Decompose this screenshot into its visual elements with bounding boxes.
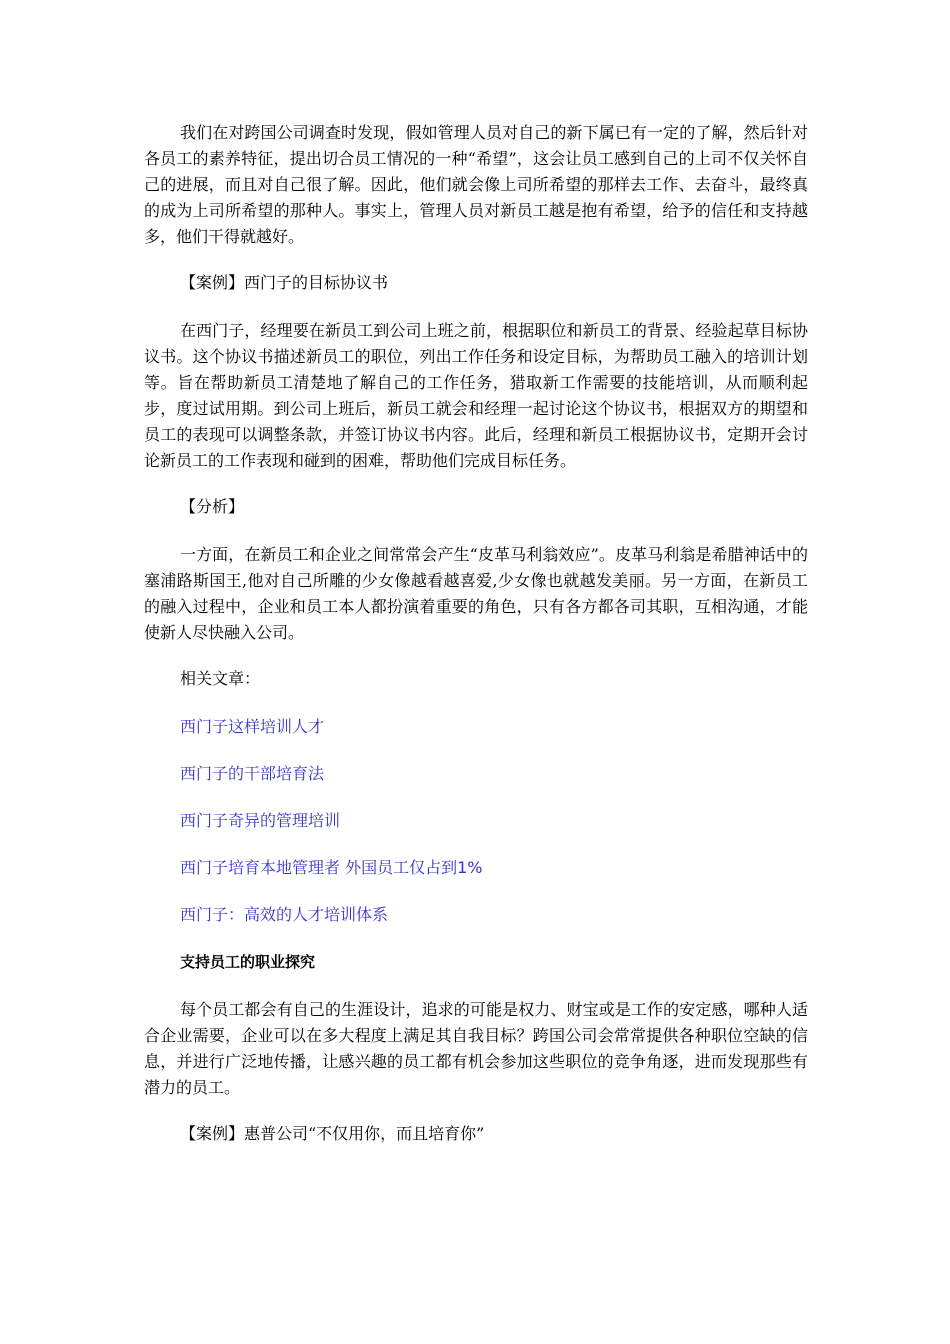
section-heading: 支持员工的职业探究 — [180, 953, 316, 971]
case-hp-title: 【案例】惠普公司“不仅用你，而且培育你” — [180, 1124, 485, 1143]
case-siemens-title: 【案例】西门子的目标协议书 — [180, 273, 389, 292]
related-link-cadre-cultivation[interactable]: 西门子的干部培育法 — [180, 764, 325, 783]
analysis-paragraph: 一方面，在新员工和企业之间常常会产生“皮革马利翁效应”。皮革马利翁是希腊神话中的塞浦路斯国王,他对自己所雕的少女像越看越喜爱,少女像也就越发美丽。另一方面，在新员工的融入过程中，企业和员工本人都扮演着重要的角色，只有各方都各司其职，互相沟通，才能使新人尽快融入公司。 — [144, 545, 808, 642]
related-link-local-managers[interactable]: 西门子培育本地管理者 外国员工仅占到1% — [180, 858, 483, 877]
list-item — [144, 902, 808, 928]
list-item — [144, 761, 808, 787]
intro-paragraph: 我们在对跨国公司调查时发现，假如管理人员对自己的新下属已有一定的了解，然后针对各员工的素养特征，提出切合员工情况的一种“希望”，这会让员工感到自己的上司不仅关怀自己的进展，而且对自己很了解。因此，他们就会像上司所希望的那样去工作、去奋斗，最终真的成为上司所希望的那种人。事实上，管理人员对新员工越是抱有希望，给予的信任和支持越多，他们干得就越好。 — [144, 123, 808, 246]
related-articles-label: 相关文章： — [180, 669, 261, 688]
list-item — [144, 855, 808, 881]
siemens-case-paragraph: 在西门子，经理要在新员工到公司上班之前，根据职位和新员工的背景、经验起草目标协议书。这个协议书描述新员工的职位，列出工作任务和设定目标，为帮助员工融入的培训计划等。旨在帮助新员工清楚地了解自己的工作任务，猎取新工作需要的技能培训，从而顺利起步，度过试用期。到公司上班后，新员工就会和经理一起讨论这个协议书，根据双方的期望和员工的表现可以调整条款，并签订协议书内容。此后，经理和新员工根据协议书，定期开会讨论新员工的工作表现和碰到的困难，帮助他们完成目标任务。 — [144, 321, 808, 470]
related-link-management-training[interactable]: 西门子奇异的管理培训 — [180, 811, 341, 830]
career-paragraph: 每个员工都会有自己的生涯设计，追求的可能是权力、财宝或是工作的安定感，哪种人适合企业需要，企业可以在多大程度上满足其自我目标？跨国公司会常常提供各种职位空缺的信息，并进行广泛地传播，让感兴趣的员工都有机会参加这些职位的竞争角逐，进而发现那些有潜力的员工。 — [144, 1000, 808, 1097]
article-body — [144, 120, 808, 1167]
related-link-training-system[interactable]: 西门子：高效的人才培训体系 — [180, 905, 389, 924]
related-link-training-talent[interactable]: 西门子这样培训人才 — [180, 717, 325, 736]
analysis-title: 【分析】 — [180, 497, 245, 516]
list-item — [144, 808, 808, 834]
list-item — [144, 714, 808, 740]
related-articles-list — [144, 714, 808, 928]
